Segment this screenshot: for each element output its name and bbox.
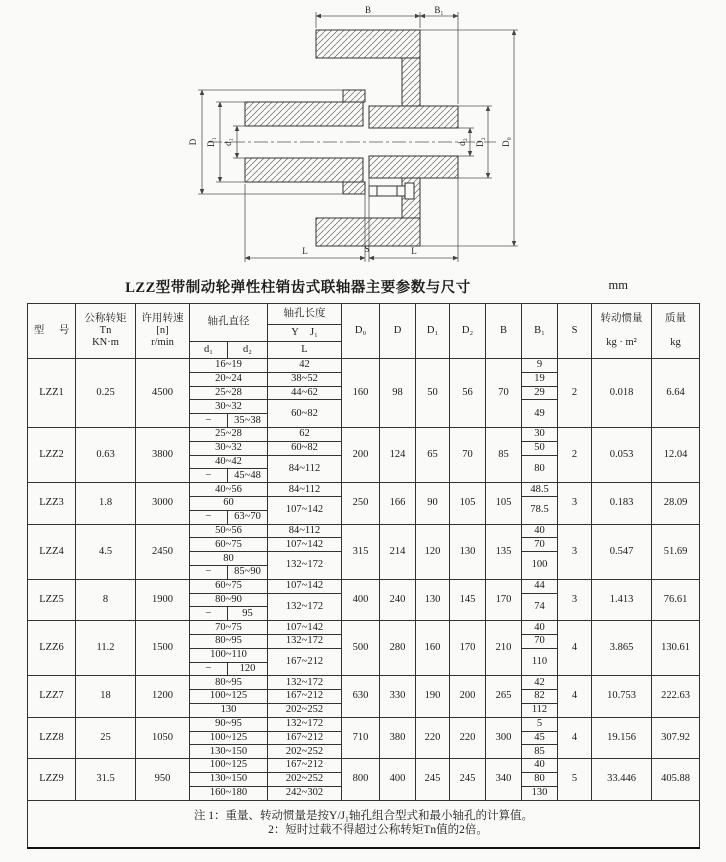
table-row [28,483,700,497]
cell-bore-range: 160~180 [190,786,268,800]
cell-s: 2 [558,427,592,482]
cell-bore-range: 80 [190,552,268,566]
cell-bore-d2: 45~48 [228,469,268,483]
page-title: LZZ型带制动轮弹性柱销齿式联轴器主要参数与尺寸 [125,280,471,296]
dim-label-D0: D₀ [501,137,511,147]
cell-mass: 28.09 [652,483,700,524]
cell-torque: 0.25 [76,359,136,428]
cell-b: 340 [486,759,522,800]
cell-length: 202~252 [268,772,342,786]
cell-d: 380 [380,717,416,758]
cell-s: 4 [558,717,592,758]
cell-b1: 80 [522,455,558,483]
cell-b1: 82 [522,690,558,704]
cell-dd2: 70 [450,427,486,482]
cell-dd1: 90 [416,483,450,524]
cell-length: 132~172 [268,717,342,731]
dim-label-b: B [364,5,372,15]
note-line-1: 注 1：重量、转动惯量是按Y/J₁轴孔组合型式和最小轴孔的计算值。 [193,810,534,823]
cell-b: 170 [486,579,522,620]
cell-d0: 400 [342,579,380,620]
cell-mass: 51.69 [652,524,700,579]
cell-d: 166 [380,483,416,524]
cell-bore-range: 80~90 [190,593,268,607]
cell-speed: 3800 [136,427,190,482]
dim-label-l-left: L [302,246,308,256]
cell-b1: 44 [522,579,558,593]
cell-dd2: 145 [450,579,486,620]
cell-dd2: 200 [450,676,486,717]
table-row [28,359,700,373]
dim-label-b1: B₁ [434,5,444,15]
cell-torque: 31.5 [76,759,136,800]
cell-bore-range: 30~32 [190,400,268,414]
col-header-dd1: D₁ [416,304,450,359]
cell-bore-d1: − [190,469,228,483]
col-header-model: 型 号 [28,304,76,359]
dim-label-d2: d₂ [457,138,467,146]
cell-length: 242~302 [268,786,342,800]
cell-inertia: 10.753 [592,676,652,717]
cell-model: LZZ9 [28,759,76,800]
cell-dd1: 50 [416,359,450,428]
cell-b1: 40 [522,524,558,538]
cell-length: 167~212 [268,731,342,745]
cell-inertia: 1.413 [592,579,652,620]
cell-dd2: 56 [450,359,486,428]
cell-torque: 18 [76,676,136,717]
cell-b: 210 [486,621,522,676]
cell-bore-range: 16~19 [190,359,268,373]
cell-d: 240 [380,579,416,620]
cell-length: 132~172 [268,676,342,690]
cell-length: 84~112 [268,455,342,483]
cell-bore-range: 100~125 [190,759,268,773]
cell-d0: 250 [342,483,380,524]
cell-model: LZZ4 [28,524,76,579]
cell-model: LZZ1 [28,359,76,428]
cell-length: 84~112 [268,524,342,538]
col-header-l: L [268,342,342,359]
cell-length: 132~172 [268,552,342,580]
cell-s: 2 [558,359,592,428]
cell-dd2: 105 [450,483,486,524]
cell-torque: 1.8 [76,483,136,524]
cell-bore-range: 60~75 [190,538,268,552]
cell-speed: 950 [136,759,190,800]
cell-b1: 100 [522,552,558,580]
cell-length: 202~252 [268,703,342,717]
cell-d0: 710 [342,717,380,758]
cell-dd2: 130 [450,524,486,579]
cell-inertia: 0.018 [592,359,652,428]
cell-s: 3 [558,524,592,579]
cell-inertia: 0.547 [592,524,652,579]
dim-label-d1: d₁ [223,138,233,146]
table-row [28,427,700,441]
cell-bore-range: 80~95 [190,676,268,690]
dim-label-D: D [188,138,198,146]
table-row [28,676,700,690]
cell-b1: 112 [522,703,558,717]
cell-mass: 12.04 [652,427,700,482]
cell-mass: 130.61 [652,621,700,676]
cell-mass: 405.88 [652,759,700,800]
col-header-b1: B₁ [522,304,558,359]
col-header-bore-dia: 轴孔直径 [190,304,268,342]
cell-b1: 45 [522,731,558,745]
spec-table [27,303,700,849]
cell-bore-d1: − [190,510,228,524]
table-notes [28,800,700,848]
dim-label-D2: D₂ [475,137,485,147]
cell-length: 60~82 [268,400,342,428]
cell-s: 3 [558,483,592,524]
cell-dd1: 65 [416,427,450,482]
table-row [28,717,700,731]
table-row [28,579,700,593]
table-row [28,621,700,635]
cell-bore-range: 130~150 [190,745,268,759]
cell-b1: 40 [522,759,558,773]
cell-d0: 630 [342,676,380,717]
cell-b1: 9 [522,359,558,373]
cell-speed: 1900 [136,579,190,620]
col-header-torque: 公称转矩 Tn KN·m [76,304,136,359]
cell-bore-d1: − [190,414,228,428]
cell-bore-range: 30~32 [190,441,268,455]
cell-b1: 5 [522,717,558,731]
cell-s: 4 [558,621,592,676]
cell-b: 300 [486,717,522,758]
cell-speed: 1200 [136,676,190,717]
cell-bore-d2: 95 [228,607,268,621]
cell-d: 98 [380,359,416,428]
cell-d0: 200 [342,427,380,482]
brake-drum [316,30,420,246]
cell-b: 265 [486,676,522,717]
cell-length: 107~142 [268,496,342,524]
cell-d: 124 [380,427,416,482]
cell-torque: 8 [76,579,136,620]
cell-bore-range: 60 [190,496,268,510]
spec-table-body [28,304,700,848]
cell-bore-range: 70~75 [190,621,268,635]
cell-b1: 110 [522,648,558,676]
cell-b1: 49 [522,400,558,428]
table-row [28,759,700,773]
col-header-inertia: 转动惯量 kg · m² [592,304,652,359]
cell-length: 84~112 [268,483,342,497]
col-header-s: S [558,304,592,359]
cell-bore-range: 100~110 [190,648,268,662]
cell-bore-d2: 63~70 [228,510,268,524]
dim-label-s: S [364,244,370,254]
cell-torque: 11.2 [76,621,136,676]
cell-bore-range: 90~95 [190,717,268,731]
cell-length: 167~212 [268,648,342,676]
cell-length: 62 [268,427,342,441]
cell-b1: 50 [522,441,558,455]
col-header-b: B [486,304,522,359]
cell-d: 280 [380,621,416,676]
cell-d: 330 [380,676,416,717]
cell-mass: 6.64 [652,359,700,428]
cell-model: LZZ6 [28,621,76,676]
cell-dd2: 220 [450,717,486,758]
col-header-d1: d₁ [190,342,228,359]
cell-model: LZZ3 [28,483,76,524]
cell-inertia: 3.865 [592,621,652,676]
cell-dd1: 245 [416,759,450,800]
table-row [28,800,700,848]
cell-b1: 30 [522,427,558,441]
coupling-drawing [150,2,580,274]
cell-length: 132~172 [268,593,342,621]
cell-bore-range: 40~56 [190,483,268,497]
cell-b1: 70 [522,538,558,552]
cell-length: 38~52 [268,372,342,386]
coupling-drawing-area [150,2,580,274]
cell-b1: 48.5 [522,483,558,497]
cell-d0: 160 [342,359,380,428]
cell-dd1: 130 [416,579,450,620]
cell-model: LZZ2 [28,427,76,482]
cell-inertia: 33.446 [592,759,652,800]
cell-speed: 1500 [136,621,190,676]
cell-b1: 85 [522,745,558,759]
cell-length: 60~82 [268,441,342,455]
cell-length: 202~252 [268,745,342,759]
cell-b1: 80 [522,772,558,786]
cell-bore-range: 50~56 [190,524,268,538]
table-row [28,304,700,325]
cell-length: 107~142 [268,538,342,552]
cell-d: 214 [380,524,416,579]
cell-d: 400 [380,759,416,800]
cell-speed: 1050 [136,717,190,758]
cell-bore-range: 40~42 [190,455,268,469]
cell-speed: 4500 [136,359,190,428]
cell-bore-range: 100~125 [190,690,268,704]
cell-b: 70 [486,359,522,428]
cell-b1: 70 [522,634,558,648]
cell-length: 107~142 [268,621,342,635]
cell-bore-d2: 120 [228,662,268,676]
cell-model: LZZ5 [28,579,76,620]
col-header-dd2: D₂ [450,304,486,359]
cell-dd1: 220 [416,717,450,758]
cell-dd2: 245 [450,759,486,800]
cell-length: 107~142 [268,579,342,593]
cell-length: 167~212 [268,690,342,704]
cell-d0: 315 [342,524,380,579]
cell-bore-d1: − [190,662,228,676]
cell-bore-d1: − [190,565,228,579]
cell-speed: 3000 [136,483,190,524]
cell-inertia: 0.053 [592,427,652,482]
cell-b1: 40 [522,621,558,635]
col-header-d: D [380,304,416,359]
cell-d0: 800 [342,759,380,800]
cell-speed: 2450 [136,524,190,579]
cell-bore-range: 100~125 [190,731,268,745]
cell-torque: 0.63 [76,427,136,482]
cell-dd2: 170 [450,621,486,676]
cell-mass: 222.63 [652,676,700,717]
cell-bore-range: 20~24 [190,372,268,386]
col-header-yj1: Y J₁ [268,325,342,342]
cell-bore-range: 25~28 [190,386,268,400]
cell-b1: 78.5 [522,496,558,524]
cell-model: LZZ8 [28,717,76,758]
table-row [28,524,700,538]
cell-length: 167~212 [268,759,342,773]
cell-b: 135 [486,524,522,579]
dim-label-D1: D₁ [206,137,216,147]
cell-length: 42 [268,359,342,373]
cell-bore-range: 130 [190,703,268,717]
cell-dd1: 120 [416,524,450,579]
cell-b1: 74 [522,593,558,621]
unit-label: mm [608,278,628,292]
cell-b: 85 [486,427,522,482]
cell-bore-d2: 35~38 [228,414,268,428]
cell-b1: 130 [522,786,558,800]
cell-torque: 4.5 [76,524,136,579]
dim-label-l-right: L [411,246,417,256]
cell-b1: 29 [522,386,558,400]
col-header-bore-len: 轴孔长度 [268,304,342,325]
col-header-d0: D₀ [342,304,380,359]
cell-mass: 76.61 [652,579,700,620]
cell-b1: 42 [522,676,558,690]
cell-d0: 500 [342,621,380,676]
cell-mass: 307.92 [652,717,700,758]
cell-length: 44~62 [268,386,342,400]
cell-inertia: 0.183 [592,483,652,524]
cell-bore-range: 60~75 [190,579,268,593]
col-header-speed: 许用转速 [n] r/min [136,304,190,359]
cell-s: 5 [558,759,592,800]
cell-dd1: 160 [416,621,450,676]
cell-s: 3 [558,579,592,620]
note-line-2: 2：短时过载不得超过公称转矩Tn值的2倍。 [268,823,488,836]
cell-bore-d2: 85~90 [228,565,268,579]
cell-bore-range: 130~150 [190,772,268,786]
cell-b1: 19 [522,372,558,386]
elastic-pin [369,183,414,199]
cell-dd1: 190 [416,676,450,717]
cell-b: 105 [486,483,522,524]
cell-length: 132~172 [268,634,342,648]
cell-bore-range: 25~28 [190,427,268,441]
cell-model: LZZ7 [28,676,76,717]
title-row [0,276,726,298]
cell-s: 4 [558,676,592,717]
col-header-mass: 质量 kg [652,304,700,359]
cell-torque: 25 [76,717,136,758]
cell-inertia: 19.156 [592,717,652,758]
cell-bore-range: 80~95 [190,634,268,648]
cell-bore-d1: − [190,607,228,621]
col-header-d2: d₂ [228,342,268,359]
